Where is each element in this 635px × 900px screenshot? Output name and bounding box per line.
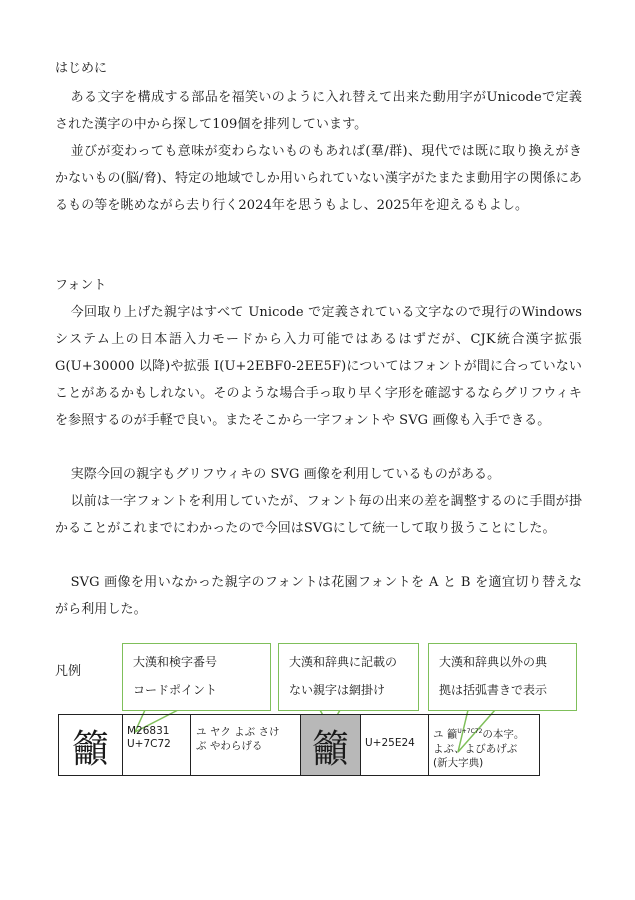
callout-code-number: [122, 643, 271, 711]
callout-1-line-2: コードポイント: [133, 683, 218, 697]
reading-line-2: ぶ やわらげる: [196, 740, 263, 752]
font-heading: フォント: [55, 278, 107, 293]
source-line-3: (新大字典): [433, 756, 484, 769]
callout-2-line-1: 大漢和辞典に記載の: [289, 655, 398, 669]
daikanwa-number: M26831: [127, 725, 170, 737]
callout-1-line-1: 大漢和検字番号: [133, 655, 218, 669]
source-line-1: [433, 725, 539, 742]
reading-cell: [191, 715, 301, 775]
code-cell: [123, 715, 191, 775]
head-character-glyph: 籲: [59, 715, 123, 775]
codepoint: U+7C72: [127, 738, 171, 750]
shaded-glyph: 籲: [301, 715, 361, 775]
source-text-1b: の本字。: [482, 728, 525, 741]
font-paragraph-2: 実際今回の親字もグリフウィキの SVG 画像を利用しているものがある。: [70, 467, 501, 482]
intro-paragraph-2: 並びが変わっても意味が変わらないものもあれば(羣/群)、現代では既に取り換えがきかないもの(脳/脅)、特定の地域でしか用いられていない漢字がたまたま動用字の関係にあるもの等を眺めながら去り行く2024年を思うもよし、2025年を迎えるもよし。: [55, 144, 582, 213]
font-paragraph-3: 以前は一字フォントを利用していたが、フォント毎の出来の差を調整するのに手間が掛かることがこれまでにわかったので今回はSVGにして統一して取り扱うことにした。: [55, 494, 582, 536]
callout-3-line-2: 拠は括弧書きで表示: [439, 683, 548, 697]
legend-label: 凡例: [55, 664, 82, 679]
source-cell: [429, 715, 539, 775]
source-superscript: U+7C72: [457, 728, 483, 735]
source-text-1: ユ 籲: [433, 728, 458, 741]
intro-heading: はじめに: [55, 61, 108, 76]
variant-codepoint: U+25E24: [361, 715, 429, 775]
reading-line-1: ユ ヤク よぶ さけ: [196, 726, 280, 738]
callout-shaded: [278, 643, 419, 711]
intro-paragraph-1: ある文字を構成する部品を福笑いのように入れ替えて出来た動用字がUnicodeで定義された漢字の中から探して109個を排列しています。: [55, 90, 582, 132]
legend-example-row: [58, 714, 540, 776]
font-paragraph-4: SVG 画像を用いなかった親字のフォントは花園フォントを A と B を適宜切り替えながら利用した。: [55, 575, 582, 617]
callout-3-line-1: 大漢和辞典以外の典: [439, 655, 548, 669]
callout-source: [428, 643, 577, 711]
source-line-2: よぶ、よびあげぶ: [433, 742, 518, 755]
font-paragraph-1: 今回取り上げた親字はすべて Unicode で定義されている文字なので現行のWindows システム上の日本語入力モードから入力可能ではあるはずだが、CJK統合漢字拡張 G(U+30000 以降)や拡張 I(U+2EBF0-2EE5F)についてはフォントが間に合っていないことがあるかもしれない。そのような場合手っ取り早く字形を確認するならグリフウィキを参照するのが手軽で良い。またそこから一字フォントや SVG 画像も入手できる。: [55, 305, 582, 428]
callout-2-line-2: ない親字は網掛け: [289, 683, 386, 697]
